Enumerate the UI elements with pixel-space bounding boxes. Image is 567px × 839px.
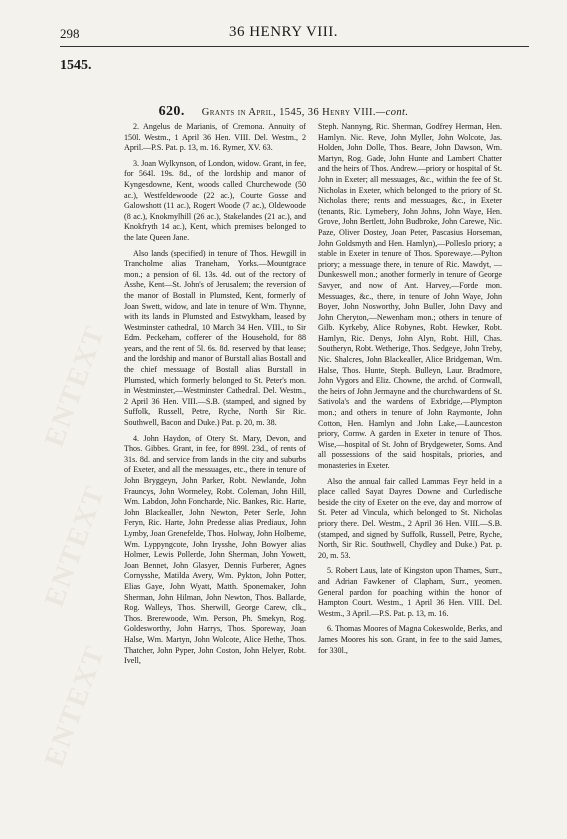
paragraph: Steph. Nannyng, Ric. Sherman, Godfrey Herman, Hen. Hamlyn. Nic. Reve, John Myller, John Wolcote, Jas. Holden, John Dolle, Thos. Beare, John Dawson, Wm. Martyn, Rog. Gade, John Hunte and Lambert Chatter and the heirs of Thos. Andrew.—priory or hospital of St. John in Exeter; all messuages, &c., within the fee of St. Nicholas in Exeter, which belonged to the priory of St. Nicholas there; rents and messuages, &c., in Exeter (tenants, Ric. Lymebery, John Johns, John Waye, Hen. Grove, John Bertlett, John Budbroke, John Carewe, Nic. Paze, Oliver Dostey, Joan Peter, Pascasius Horseman, John Goldsmyth and Hen. Hamlyn),—Polleslo priory; a stable in Exeter in tenure of Thos. Sporewaye.—Pylton priory; a messuage there, in tenure of Ric. Mawdyt, —Dunkeswell mon.; another formerly in tenure of George Savyer, and now of Ant. Harvey,—Forde mon. Messuages, &c., there, in tenure of John Waye, John Boyer, John Nosworthy, John Buller, John Davy and John Cheryton,—Newenham mon.; others in tenure of Gilb. Kyrkeby, Alice Robynes, Robt. Hewker, Robt. Hamlyn, Ric. Denys, John Alyn, Robt. Hill, Chas. Southeryn, Robt. Wetherige, Thos. Sedgeye, John Treby, Nic. Shalcres, John Blackealler, Alice Bridgeman, Wm. Halse, Thos. Hunte, Steph. Bulleyn, Laur. Bradmore, John Vygors and Eliz. Chowne, the archd. of Cornwall, the heirs of John Jermayne and the churchwardens of St. Sativola's and the wardens of Exbridge,—Plympton mon.; and others in tenure of John Raymonte, John Cotton, Hen. Hamlyn and John Lake,—Launceston priory, Cornw. A garden in Exeter in tenure of Thos. Wise,—hospital of St. John of Brydgeweter, Soms. And all possessions of the said hospitals, priories, and monasteries in Exeter. [318, 122, 502, 470]
section-heading [0, 104, 567, 120]
paragraph: Also the annual fair called Lammas Feyr held in a place called Sayat Dayres Downe and Curledische beside the city of Exeter on the eve, day and morrow of St. Peter ad Vincula, which belonged to St. Nicholas priory there. Del. Westm., 2 April 36 Hen. VIII.—S.B. (stamped, and signed by Suffolk, Russell, Petre, Ryche, North, Sir Ric. Southwell, Chydley and Duke.) Pat. p. 20, m. 53. [318, 476, 502, 560]
running-title: 36 HENRY VIII. [228, 24, 339, 40]
watermark [0, 320, 112, 830]
paragraph: 2. Angelus de Marianis, of Cremona. Annuity of 150l. Westm., 1 April 36 Hen. VIII. Del. Westm., 2 April.—P.S. Pat. p. 13, m. 16. Rymer, XV. 63. [124, 122, 306, 153]
section-number: 620. [158, 104, 185, 119]
paragraph: 3. Joan Wylkynson, of London, widow. Grant, in fee, for 564l. 19s. 8d., of the lordship and manor of Kyngesdowne, Kent, woods called Churchewode (50 ac.), Westfeldewoode (22 ac.), Courte Gosse and Galowshott (11 ac.), Rogert Woode (7 ac.), Oldewoode (8 ac.), Knokmylhill (26 ac.), Stakelandes (21 ac.), and Knokfryth 14 ac.), Kent, which premises belonged to the late Queen Jane. [124, 158, 306, 242]
paragraph: Also lands (specified) in tenure of Thos. Hewgill in Trancholme alias Traneham, Yorks.—Mountgrace mon.; a pension of 6l. 13s. 4d. out of the rectory of Asshe, Kent—St. John's of Jerusalem; the reversion of the manor of Bostall in Plumsted, Kent, formerly of Joan Swett, widow, and late in tenure of Wm. Thynne, with its lands in Plumsted and Estwykham, leased by Westminster cathedral, 10 March 34 Hen. VIII., to Sir Edm. Peckeham, cofferer of the Household, for 88 years, and the rent of 5l. 6s. 8d. reserved by that lease; and the lordship and manor of Burstall alias Bostall and the chief messuage of Bostall alias Burstall in Plumsted, which formerly belonged to St. Peter's mon. in Westminster,—Westminster Cathedral. Del. Westm., 2 April 36 Hen. VIII.—S.B. (stamped, and signed by Suffolk, Russell, Petre, Ryche, North Sir Ric. Southwell, Bacon and Duke.) Pat. p. 20, m. 38. [124, 248, 306, 428]
paragraph: 5. Robert Laus, late of Kingston upon Thames, Surr., and Adrian Fawkener of Clapham, Surr., yeomen. General pardon for poaching within the honor of Hampton Court. Westm., 1 April 36 Hen. VIII. Del. Westm., 3 April.—P.S. Pat. p. 13, m. 16. [318, 566, 502, 618]
section-continuation: —cont. [375, 107, 409, 118]
watermark-text: ENTEXT [38, 480, 112, 611]
left-column [124, 122, 306, 672]
header-rule [60, 46, 529, 47]
section-title: Grants in April, 1545, 36 Henry VIII. [201, 107, 376, 118]
paragraph: 4. John Haydon, of Otery St. Mary, Devon, and Thos. Gibbes. Grant, in fee, for 899l. 23d., of rents of 31s. 8d. and service from lands in the city and suburbs of Exeter, and all the messuages, etc., there in tenure of John Bryggeyn, John Parker, Robt. Newlande, John Frauncys, John Wormeley, Robt. Coleman, John Hill, Wm. Labdon, John Foncharde, Nic. Bankes, Ric. Harte, John Blackealler, John Newton, Peter Serle, John Feryn, Ric. Harte, John Predesse alias Prediaux, John Lymby, Joan Grenefelde, Thos. Holway, John Holbeme, Wm. Lyppyngcote, John Irysshe, John Bowyer alias Holmer, Lewis Pollerde, John Sherman, John Yowett, Joan Bennet, John Glasyer, Dennis Furberer, Agnes Cornysshe, Matilda Avery, Wm. Pykton, John Potter, Elias Gaye, John Wyatt, Matth. Sponemaker, John Sherman, John Hilman, John Newton, Thos. Ballarde, Rog. Walleys, Thos. Sherwill, George Carew, clk., Thos. Brerewoode, Wm. Person, Ph. Smekyn, Rog. Goldesworthy, John Harrys, Thos. Sporeway, Joan Halse, Wm. Martyn, John Wolcote, Alice Hethe, Thos. Thatcher, John Pyper, John Coston, John Helyer, Robt. Ivell, [124, 433, 306, 666]
watermark-text: ENTEXT [38, 640, 112, 771]
paragraph: 6. Thomas Moores of Magna Cokeswolde, Berks, and James Moores his son. Grant, in fee to the said James, for 330l., [318, 624, 502, 655]
year-marker: 1545. [60, 58, 92, 73]
right-column [318, 122, 502, 661]
watermark-text: ENTEXT [38, 320, 112, 451]
page-number: 298 [60, 26, 80, 41]
